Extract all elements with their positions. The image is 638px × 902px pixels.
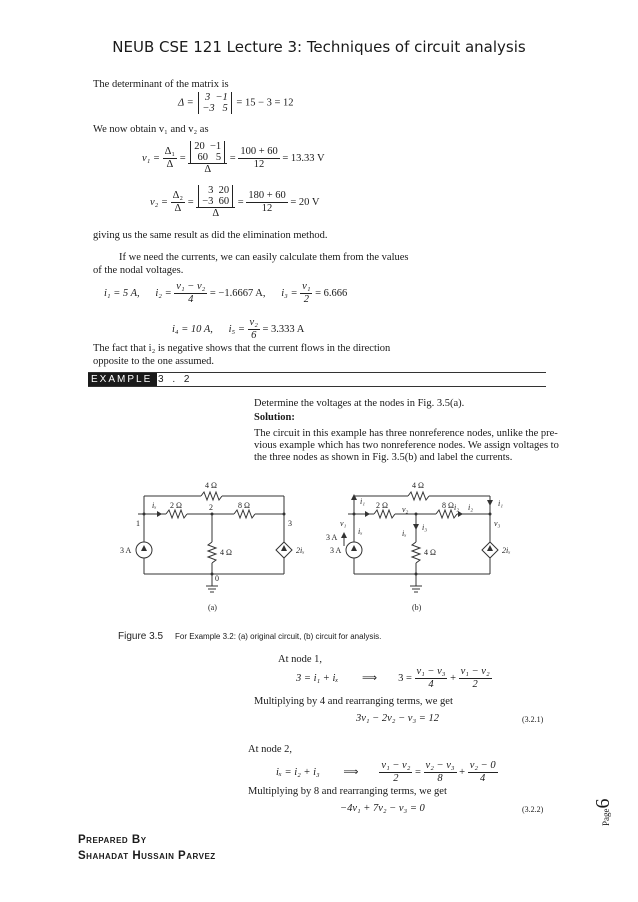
b-src: 3 A xyxy=(330,546,342,555)
b-i1-right: i₁ xyxy=(498,499,504,508)
b-i3: i₃ xyxy=(422,523,428,532)
b-ix: iₓ xyxy=(358,527,363,536)
b-v2: v₂ xyxy=(402,505,409,514)
solution-line-3: the three nodes as shown in Fig. 3.5(b) and label the currents. xyxy=(254,452,513,463)
example-question: Determine the voltages at the nodes in Fig. 3.5(a). xyxy=(254,398,465,409)
negative-note-1: The fact that i₂ is negative shows that the current flows in the direction xyxy=(93,343,391,354)
a-n3: 3 xyxy=(288,519,292,528)
a-n2: 2 xyxy=(209,503,213,512)
node1-equation: 3 = i₁ + iₓ ⟹ 3 = $\frac{\text{v₁ − v₃}}{4}$ + $\frac{\text{v₁ − v₂}}{2}$ xyxy=(296,666,490,690)
example-label: EXAMPLE xyxy=(88,373,157,386)
b-i2: i₂ xyxy=(454,503,460,512)
b-i2b: i₂ xyxy=(468,503,474,512)
b-r23: 8 Ω xyxy=(442,501,454,510)
b-i1: i₁ xyxy=(360,497,366,506)
figure-caption: Figure 3.5 For Example 3.2: (a) original circuit, (b) circuit for analysis. xyxy=(118,631,382,642)
det-equation: Δ = 3 −1 −3 5 = 15 − 3 = 12 xyxy=(178,92,294,114)
node2-multiply: Multiplying by 8 and rearranging terms, we get xyxy=(248,786,447,797)
node2-equation: iₓ = i₂ + i₃ ⟹ $\frac{\text{v₁ − v₂}}{2}$ = $\frac{\text{v₂ − v₃}}{8}$ + $\frac{\text{v₂ − 0}}{4}$ xyxy=(276,760,496,784)
circuit-b xyxy=(318,474,530,614)
page-title: NEUB CSE 121 Lecture 3: Techniques of circuit analysis xyxy=(112,38,526,56)
v1-equation: v₁ = $\frac{\text{Δ₁}}{\Delta}$ = 20 −1 60 5 Δ = $\frac{100 + 60}{12}$ = 13.33 V xyxy=(142,141,325,175)
solution-heading: Solution: xyxy=(254,412,295,423)
a-n0: 0 xyxy=(215,574,219,583)
circuit-a xyxy=(108,474,328,614)
a-src: 3 A xyxy=(120,546,132,555)
b-caption: (b) xyxy=(412,603,422,612)
b-src2: 3 A xyxy=(326,533,338,542)
b-r-mid: 4 Ω xyxy=(424,548,436,557)
b-r-top: 4 Ω xyxy=(412,481,424,490)
solution-line-2: vious example which has two nonreference nodes. We assign voltages to xyxy=(254,440,559,451)
node1-result: 3v₁ − 2v₂ − v₃ = 12 xyxy=(356,713,439,724)
b-v1: v₁ xyxy=(340,519,347,528)
example-rule-bottom xyxy=(88,386,546,387)
a-r-top: 4 Ω xyxy=(205,481,217,490)
now-obtain: We now obtain v₁ and v₂ as xyxy=(93,124,209,135)
node1-heading: At node 1, xyxy=(278,654,323,665)
a-caption: (a) xyxy=(208,603,217,612)
b-dep: 2iₓ xyxy=(502,546,511,555)
currents-p2: of the nodal voltages. xyxy=(93,265,184,276)
det-intro: The determinant of the matrix is xyxy=(93,79,229,90)
b-r12: 2 Ω xyxy=(376,501,388,510)
eq-number-3-2-1: (3.2.1) xyxy=(522,715,544,724)
a-r12: 2 Ω xyxy=(170,501,182,510)
a-r-mid: 4 Ω xyxy=(220,548,232,557)
b-v3: v₃ xyxy=(494,519,501,528)
v2-equation: v₂ = $\frac{\text{Δ₂}}{\Delta}$ = 3 20 −3 60 Δ = $\frac{180 + 60}{12}$ = 20 V xyxy=(150,185,320,219)
a-r23: 8 Ω xyxy=(238,501,250,510)
example-number: 3 . 2 xyxy=(158,374,193,385)
page-number: Page6 xyxy=(592,798,614,826)
currents-p1: If we need the currents, we can easily calculate them from the values xyxy=(119,252,409,263)
a-ix: iₓ xyxy=(152,501,157,510)
currents-line-1: i₁ = 5 A, i₂ = $\frac{\text{v₁ − v₂}}{4}$ = −1.6667 A, i₃ = $\frac{\text{v₁}}{2}$ = 6.666 xyxy=(104,281,348,305)
b-ix2: iₓ xyxy=(402,529,407,538)
solution-line-1: The circuit in this example has three nonreference nodes, unlike the pre- xyxy=(254,428,558,439)
node2-heading: At node 2, xyxy=(248,744,293,755)
currents-line-2: i₄ = 10 A, i₅ = $\frac{\text{v₂}}{6}$ = 3.333 A xyxy=(172,317,305,341)
a-n1: 1 xyxy=(136,519,140,528)
node1-multiply: Multiplying by 4 and rearranging terms, we get xyxy=(254,696,453,707)
eq-number-3-2-2: (3.2.2) xyxy=(522,805,544,814)
node2-result: −4v₁ + 7v₂ − v₃ = 0 xyxy=(340,803,425,814)
prepared-by: Prepared By xyxy=(78,834,147,846)
negative-note-2: opposite to the one assumed. xyxy=(93,356,215,367)
author-name: Shahadat Hussain Parvez xyxy=(78,850,216,862)
a-dep: 2iₓ xyxy=(296,546,305,555)
giving-text: giving us the same result as did the elimination method. xyxy=(93,230,328,241)
